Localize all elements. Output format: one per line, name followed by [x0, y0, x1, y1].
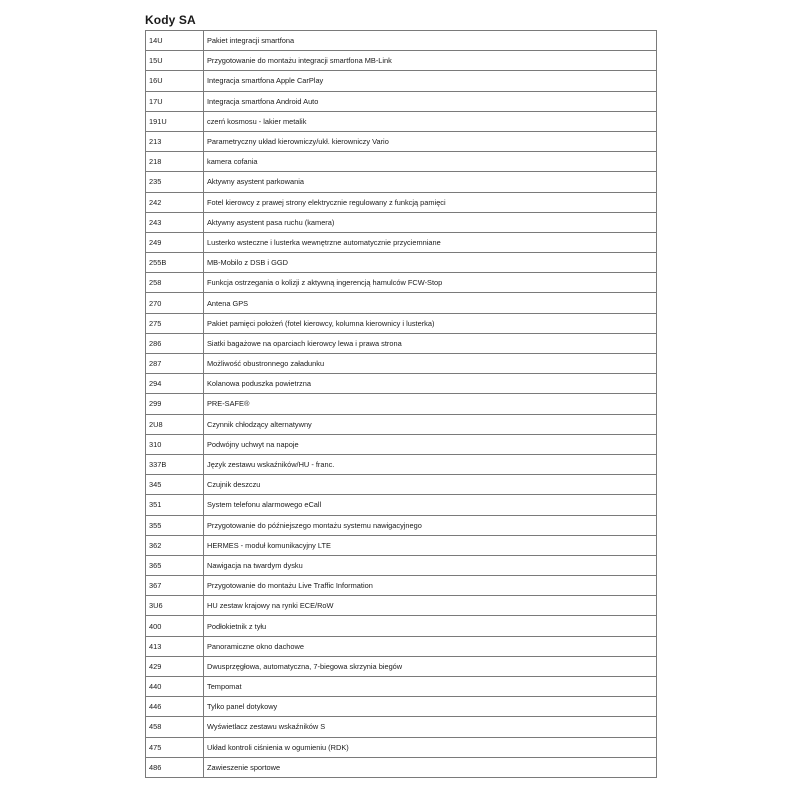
table-row: [146, 253, 657, 273]
sa-code-cell: 270: [146, 293, 204, 313]
description-cell: Dwusprzęgłowa, automatyczna, 7-biegowa skrzynia biegów: [204, 656, 657, 676]
table-row: [146, 475, 657, 495]
description-cell: Czujnik deszczu: [204, 475, 657, 495]
sa-code-cell: 287: [146, 354, 204, 374]
description-cell: Aktywny asystent pasa ruchu (kamera): [204, 212, 657, 232]
sa-code-cell: 17U: [146, 91, 204, 111]
description-cell: HU zestaw krajowy na rynki ECE/RoW: [204, 596, 657, 616]
description-cell: Język zestawu wskaźników/HU - franc.: [204, 454, 657, 474]
description-cell: Siatki bagażowe na oparciach kierowcy lewa i prawa strona: [204, 333, 657, 353]
sa-code-cell: 2U8: [146, 414, 204, 434]
sa-code-cell: 15U: [146, 51, 204, 71]
description-cell: Czynnik chłodzący alternatywny: [204, 414, 657, 434]
table-row: [146, 111, 657, 131]
table-row: [146, 656, 657, 676]
sa-code-cell: 191U: [146, 111, 204, 131]
description-cell: Przygotowanie do późniejszego montażu systemu nawigacyjnego: [204, 515, 657, 535]
table-row: [146, 192, 657, 212]
table-row: [146, 515, 657, 535]
table-row: [146, 51, 657, 71]
table-row: [146, 616, 657, 636]
description-cell: Integracja smartfona Android Auto: [204, 91, 657, 111]
description-cell: Możliwość obustronnego załadunku: [204, 354, 657, 374]
description-cell: PRE-SAFE®: [204, 394, 657, 414]
sa-code-cell: 249: [146, 232, 204, 252]
table-row: [146, 212, 657, 232]
sa-code-cell: 400: [146, 616, 204, 636]
table-row: [146, 71, 657, 91]
sa-code-cell: 337B: [146, 454, 204, 474]
description-cell: Lusterko wsteczne i lusterka wewnętrzne automatycznie przyciemniane: [204, 232, 657, 252]
table-row: [146, 535, 657, 555]
sa-code-cell: 413: [146, 636, 204, 656]
sa-code-cell: 258: [146, 273, 204, 293]
sa-code-cell: 429: [146, 656, 204, 676]
description-cell: System telefonu alarmowego eCall: [204, 495, 657, 515]
table-row: [146, 152, 657, 172]
table-row: [146, 313, 657, 333]
description-cell: Wyświetlacz zestawu wskaźników S: [204, 717, 657, 737]
description-cell: Integracja smartfona Apple CarPlay: [204, 71, 657, 91]
table-row: [146, 232, 657, 252]
table-row: [146, 454, 657, 474]
description-cell: Panoramiczne okno dachowe: [204, 636, 657, 656]
description-cell: Tempomat: [204, 677, 657, 697]
description-cell: Aktywny asystent parkowania: [204, 172, 657, 192]
description-cell: Pakiet integracji smartfona: [204, 31, 657, 51]
sa-code-cell: 16U: [146, 71, 204, 91]
description-cell: Kolanowa poduszka powietrzna: [204, 374, 657, 394]
sa-code-cell: 458: [146, 717, 204, 737]
description-cell: HERMES - moduł komunikacyjny LTE: [204, 535, 657, 555]
table-row: [146, 293, 657, 313]
description-cell: Układ kontroli ciśnienia w ogumieniu (RDK): [204, 737, 657, 757]
table-body: [146, 31, 657, 778]
sa-code-cell: 299: [146, 394, 204, 414]
table-row: [146, 354, 657, 374]
sa-codes-table: [145, 30, 657, 778]
page-title: Kody SA: [145, 13, 196, 27]
description-cell: czerń kosmosu - lakier metalik: [204, 111, 657, 131]
table-row: [146, 31, 657, 51]
table-row: [146, 333, 657, 353]
sa-code-cell: 275: [146, 313, 204, 333]
table-row: [146, 677, 657, 697]
sa-code-cell: 294: [146, 374, 204, 394]
sa-code-cell: 440: [146, 677, 204, 697]
description-cell: Antena GPS: [204, 293, 657, 313]
sa-code-cell: 345: [146, 475, 204, 495]
sa-code-cell: 243: [146, 212, 204, 232]
sa-code-cell: 3U6: [146, 596, 204, 616]
sa-code-cell: 446: [146, 697, 204, 717]
table-row: [146, 757, 657, 777]
table-row: [146, 374, 657, 394]
table-row: [146, 495, 657, 515]
description-cell: Zawieszenie sportowe: [204, 757, 657, 777]
table-row: [146, 434, 657, 454]
table-row: [146, 576, 657, 596]
table-row: [146, 414, 657, 434]
table-row: [146, 717, 657, 737]
document-page: [145, 10, 657, 778]
description-cell: Podłokietnik z tyłu: [204, 616, 657, 636]
table-row: [146, 636, 657, 656]
sa-code-cell: 475: [146, 737, 204, 757]
table-row: [146, 91, 657, 111]
sa-code-cell: 14U: [146, 31, 204, 51]
description-cell: Tylko panel dotykowy: [204, 697, 657, 717]
sa-code-cell: 255B: [146, 253, 204, 273]
sa-code-cell: 213: [146, 131, 204, 151]
sa-code-cell: 310: [146, 434, 204, 454]
sa-code-cell: 218: [146, 152, 204, 172]
sa-code-cell: 351: [146, 495, 204, 515]
sa-code-cell: 235: [146, 172, 204, 192]
table-row: [146, 394, 657, 414]
sa-code-cell: 486: [146, 757, 204, 777]
description-cell: Funkcja ostrzegania o kolizji z aktywną ingerencją hamulców FCW-Stop: [204, 273, 657, 293]
table-row: [146, 273, 657, 293]
sa-code-cell: 242: [146, 192, 204, 212]
table-row: [146, 172, 657, 192]
description-cell: Podwójny uchwyt na napoje: [204, 434, 657, 454]
description-cell: kamera cofania: [204, 152, 657, 172]
sa-code-cell: 362: [146, 535, 204, 555]
description-cell: Fotel kierowcy z prawej strony elektrycznie regulowany z funkcją pamięci: [204, 192, 657, 212]
table-row: [146, 555, 657, 575]
description-cell: Przygotowanie do montażu integracji smartfona MB-Link: [204, 51, 657, 71]
table-row: [146, 697, 657, 717]
description-cell: MB-Mobilo z DSB i GGD: [204, 253, 657, 273]
description-cell: Nawigacja na twardym dysku: [204, 555, 657, 575]
sa-code-cell: 286: [146, 333, 204, 353]
table-row: [146, 737, 657, 757]
description-cell: Pakiet pamięci położeń (fotel kierowcy, kolumna kierownicy i lusterka): [204, 313, 657, 333]
description-cell: Parametryczny układ kierowniczy/ukł. kierowniczy Vario: [204, 131, 657, 151]
sa-code-cell: 355: [146, 515, 204, 535]
sa-code-cell: 365: [146, 555, 204, 575]
table-row: [146, 596, 657, 616]
table-row: [146, 131, 657, 151]
description-cell: Przygotowanie do montażu Live Traffic Information: [204, 576, 657, 596]
sa-code-cell: 367: [146, 576, 204, 596]
